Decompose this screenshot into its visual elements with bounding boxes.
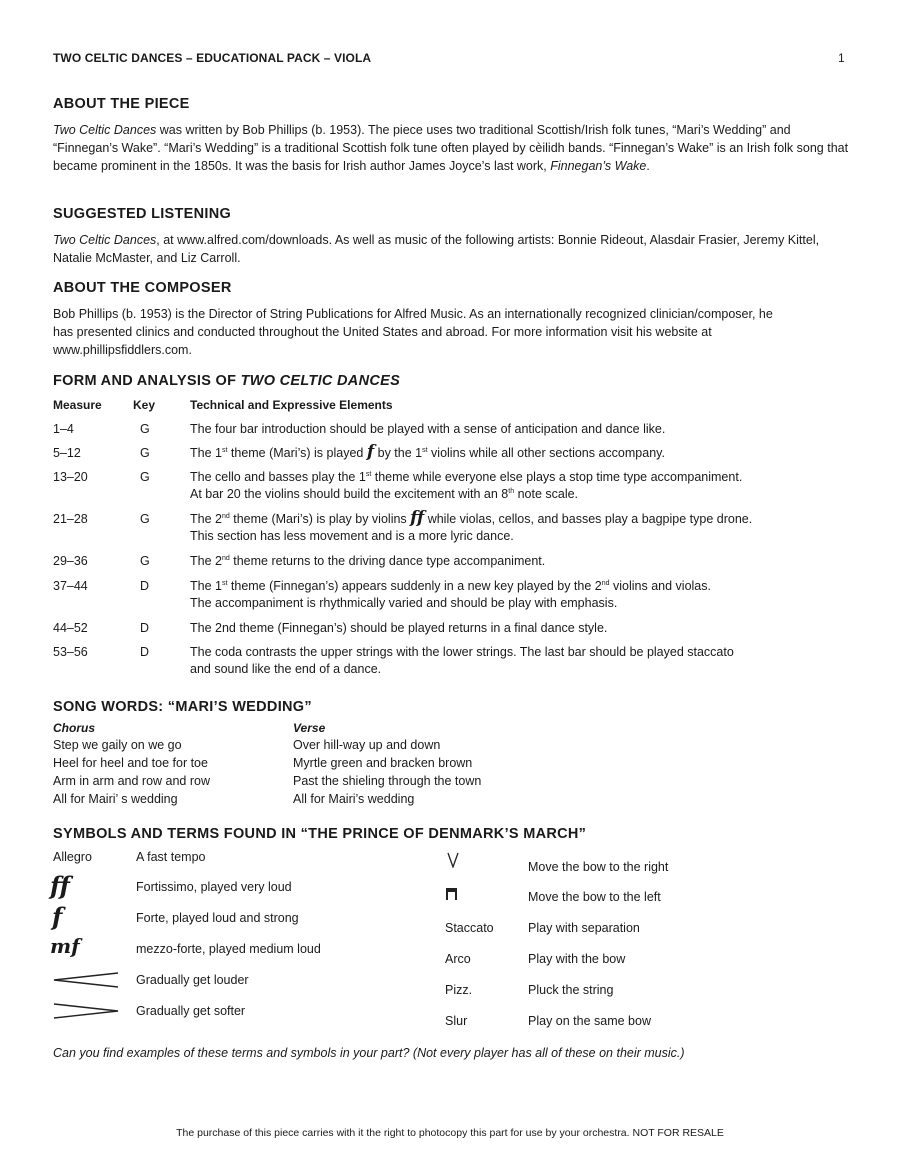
col-header-measure: Measure: [53, 398, 102, 412]
table-row-key: G: [140, 512, 150, 526]
table-row-key: G: [140, 554, 150, 568]
table-row-key: G: [140, 470, 150, 484]
table-row-key: D: [140, 645, 150, 659]
symbol-description: Gradually get louder: [136, 973, 249, 987]
symbol-description: A fast tempo: [136, 850, 206, 864]
slur-term: Slur: [445, 1014, 468, 1028]
table-row-measure: 21–28: [53, 512, 88, 526]
composer-heading: ABOUT THE COMPOSER: [53, 280, 232, 296]
table-row-text: The 2nd theme returns to the driving dance type accompaniment.: [190, 554, 546, 568]
symbol-description: Move the bow to the left: [528, 890, 661, 904]
crescendo-icon: [52, 971, 120, 989]
table-row-text: The 1st theme (Finnegan’s) appears suddenly in a new key played by the 2nd violins and violas. The accompaniment is rhythmically varied and should be play with emphasis.: [190, 579, 711, 610]
forte-icon: f: [366, 442, 375, 462]
footnote: Can you find examples of these terms and symbols in your part? (Not every player has all of these on their music.): [53, 1046, 685, 1060]
running-header: TWO CELTIC DANCES – EDUCATIONAL PACK – VIOLA: [53, 51, 372, 65]
table-row-text: The cello and basses play the 1st theme while everyone else plays a stop time type accompaniment. At bar 20 the violins should build the excitement with an 8th note scale.: [190, 470, 743, 501]
arco-term: Arco: [445, 952, 471, 966]
chorus-line: Arm in arm and row and row: [53, 774, 211, 788]
forte-icon: f: [52, 902, 63, 931]
copyright-footer: The purchase of this piece carries with it the right to photocopy this part for use by your orchestra. NOT FOR RESALE: [176, 1127, 724, 1139]
symbol-description: Play with the bow: [528, 952, 626, 966]
allegro-term: Allegro: [53, 850, 92, 864]
table-row-text: The 2nd theme (Finnegan’s) should be played returns in a final dance style.: [190, 621, 608, 635]
table-row-measure: 1–4: [53, 422, 74, 436]
symbol-description: Gradually get softer: [136, 1004, 246, 1018]
symbol-description: Fortissimo, played very loud: [136, 880, 292, 894]
form-heading: FORM AND ANALYSIS OF TWO CELTIC DANCES: [53, 373, 401, 389]
table-row-measure: 5–12: [53, 446, 81, 460]
verse-line: Myrtle green and bracken brown: [293, 756, 473, 770]
table-row-text: The 2nd theme (Mari’s) is play by violins ff while violas, cellos, and basses play a bagpipe type drone. This section has less movement and is a more lyric dance.: [190, 508, 753, 543]
about-piece-text: Two Celtic Dances was written by Bob Phillips (b. 1953). The piece uses two traditional Scottish/Irish folk tunes, “Mari’s Wedding” and “Finnegan’s Wake”. “Mari’s Wedding” is a traditional Scottish folk tune often played by cèilidh bands. “Finnegan’s Wake” is an Irish folk song that became prominent in the 1850s. It was the basis for Irish author James Joyce’s last work, Finnegan’s Wake.: [53, 123, 849, 173]
table-row-measure: 13–20: [53, 470, 88, 484]
chorus-label: Chorus: [53, 721, 95, 735]
symbol-description: Forte, played loud and strong: [136, 911, 299, 925]
song-heading: SONG WORDS: “MARI’S WEDDING”: [53, 699, 312, 715]
chorus-line: Heel for heel and toe for toe: [53, 756, 208, 770]
symbols-heading: SYMBOLS AND TERMS FOUND IN “THE PRINCE OF DENMARK’S MARCH”: [53, 826, 587, 842]
pizz-term: Pizz.: [445, 983, 473, 997]
symbol-description: Play on the same bow: [528, 1014, 651, 1028]
table-row-key: D: [140, 579, 150, 593]
composer-text: Bob Phillips (b. 1953) is the Director of String Publications for Alfred Music. As an internationally recognized clinician/composer, he has presented clinics and conducted throughout the United States and abroad. For more information visit his website at www.phillipsfiddlers.com.: [53, 307, 773, 357]
mezzo-forte-icon: mf: [50, 934, 80, 958]
table-row-measure: 53–56: [53, 645, 88, 659]
chorus-line: All for Mairi’ s wedding: [53, 792, 178, 806]
table-row-text: The four bar introduction should be played with a sense of anticipation and dance like.: [190, 422, 666, 436]
symbol-description: Play with separation: [528, 921, 640, 935]
table-row-text: The 1st theme (Mari’s) is played f by the 1st violins while all other sections accompany.: [190, 442, 665, 462]
verse-line: All for Mairi’s wedding: [293, 792, 415, 806]
page-number: 1: [838, 51, 845, 65]
decrescendo-icon: [52, 1002, 120, 1020]
symbol-description: Move the bow to the right: [528, 860, 669, 874]
table-row-measure: 44–52: [53, 621, 88, 635]
col-header-key: Key: [133, 398, 156, 412]
table-row-measure: 29–36: [53, 554, 88, 568]
up-bow-icon: [446, 852, 460, 868]
table-row-measure: 37–44: [53, 579, 88, 593]
table-row-key: D: [140, 621, 150, 635]
fortissimo-icon: ff: [50, 871, 70, 900]
staccato-term: Staccato: [445, 921, 494, 935]
verse-line: Past the shieling through the town: [293, 774, 482, 788]
chorus-line: Step we gaily on we go: [53, 738, 182, 752]
fortissimo-icon: ff: [410, 508, 425, 528]
table-row-key: G: [140, 446, 150, 460]
about-piece-heading: ABOUT THE PIECE: [53, 96, 190, 112]
symbol-description: mezzo-forte, played medium loud: [136, 942, 321, 956]
symbol-description: Pluck the string: [528, 983, 614, 997]
verse-label: Verse: [293, 721, 326, 735]
table-row-key: G: [140, 422, 150, 436]
table-row-text: The coda contrasts the upper strings with the lower strings. The last bar should be played staccato and sound like the end of a dance.: [190, 645, 734, 676]
listening-text: Two Celtic Dances, at www.alfred.com/downloads. As well as music of the following artists: Bonnie Rideout, Alasdair Frasier, Jeremy Kittel, Natalie McMaster, and Liz Carroll.: [53, 233, 820, 265]
down-bow-icon: [445, 887, 459, 901]
verse-line: Over hill-way up and down: [293, 738, 441, 752]
listening-heading: SUGGESTED LISTENING: [53, 206, 232, 222]
col-header-elements: Technical and Expressive Elements: [190, 398, 393, 412]
